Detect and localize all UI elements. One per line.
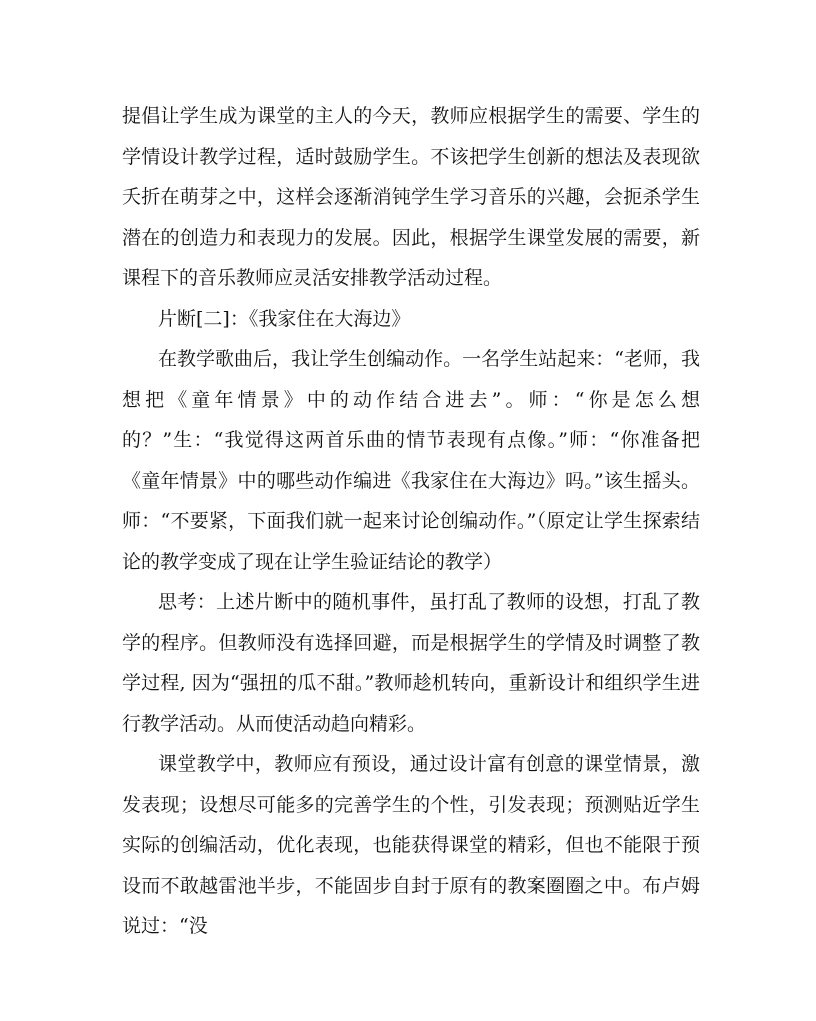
paragraph-heading-fragment-2: 片断[二]：《我家住在大海边》 bbox=[158, 307, 411, 330]
paragraph-3: 在教学歌曲后，我让学生创编动作。一名学生站起来：“老师，我想把《童年情景》中的动作结合进去”。师：“你是怎么想的？”生：“我觉得这两首乐曲的情节表现有点像。”师：“你准备把《童年情景》中的哪些动作编进《我家住在大海边》吗。”该生摇头。师：“不要紧，下面我们就一起来讨论创编动作。”（原定让学生探索结论的教学变成了现在让学生验证结论的教学） bbox=[122, 348, 700, 573]
paragraph-4: 思考：上述片断中的随机事件，虽打乱了教师的设想，打乱了教学的程序。但教师没有选择回避，而是根据学生的学情及时调整了教学过程, 因为“强扭的瓜不甜。”教师趁机转向，重新设计和组织学生进行教学活动。从而使活动趋向精彩。 bbox=[122, 591, 700, 735]
paragraph-5: 课堂教学中，教师应有预设，通过设计富有创意的课堂情景，激发表现；设想尽可能多的完善学生的个性，引发表现；预测贴近学生实际的创编活动，优化表现，也能获得课堂的精彩，但也不能限于预设而不敢越雷池半步，不能固步自封于原有的教案圈圈之中。布卢姆说过：“没 bbox=[122, 753, 700, 937]
paragraph-1: 提倡让学生成为课堂的主人的今天，教师应根据学生的需要、学生的学情设计教学过程，适时鼓励学生。不该把学生创新的想法及表现欲夭折在萌芽之中，这样会逐渐消钝学生学习音乐的兴趣，会扼杀学生潜在的创造力和表现力的发展。因此，根据学生课堂发展的需要，新课程下的音乐教师应灵活安排教学活动过程。 bbox=[122, 105, 700, 289]
document-body bbox=[122, 96, 700, 947]
